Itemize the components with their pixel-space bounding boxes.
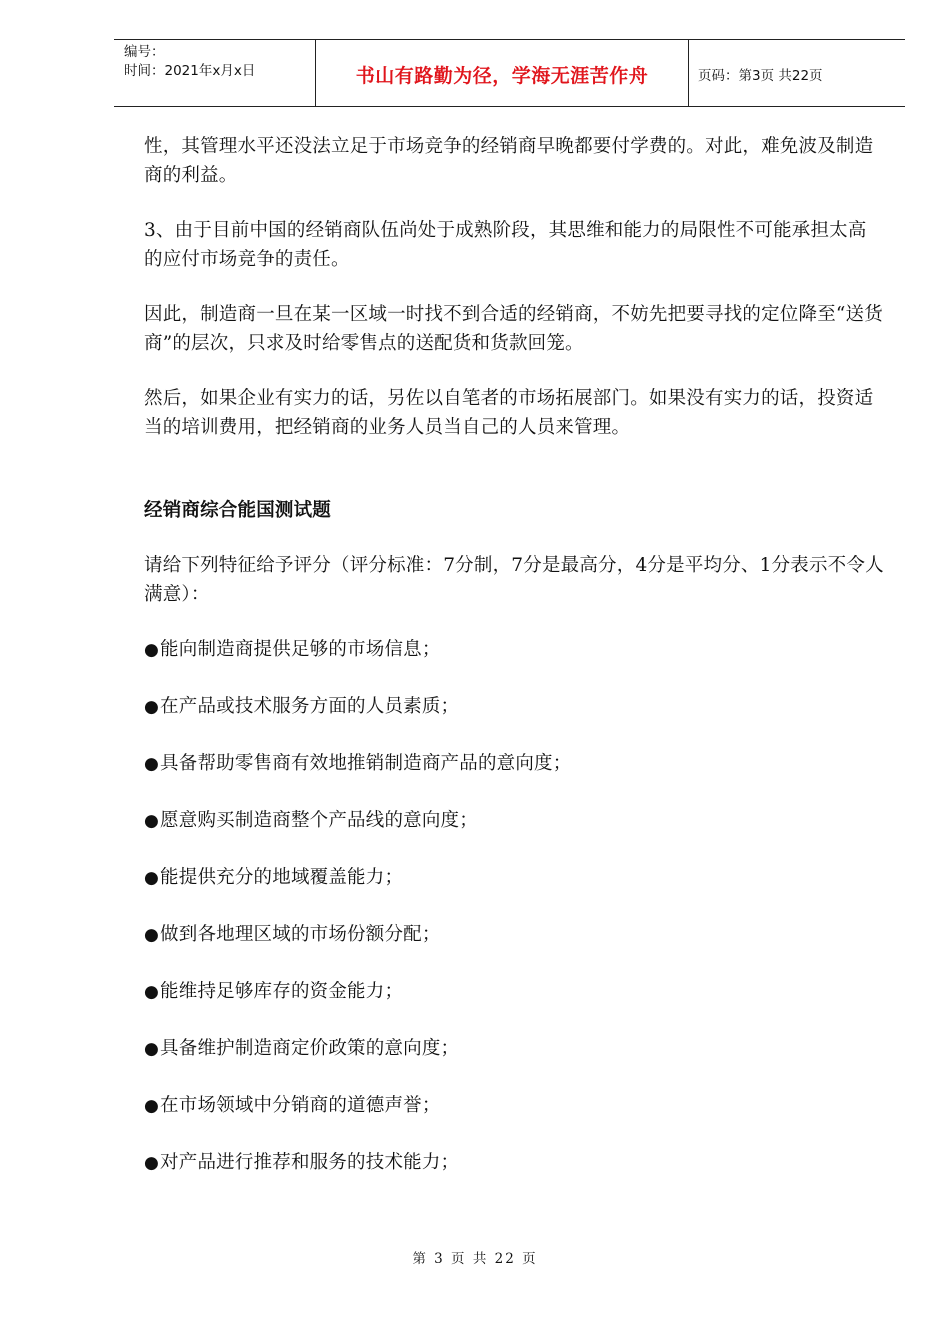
list-item: ●愿意购买制造商整个产品线的意向度； xyxy=(144,810,478,831)
bullet-icon: ● xyxy=(144,754,160,774)
section-title: 经销商综合能国测试题 xyxy=(144,500,332,521)
header-meta xyxy=(114,40,316,106)
list-item: ●能维持足够库存的资金能力； xyxy=(144,981,404,1002)
bullet-icon: ● xyxy=(144,868,160,888)
paragraph-3: 因此，制造商一旦在某一区域一时找不到合适的经销商，不妨先把要寻找的定位降至“送货商”的层次，只求及时给零售点的送配货和货款回笼。 xyxy=(144,304,883,354)
document-body xyxy=(144,132,884,1177)
list-item: ●能提供充分的地域覆盖能力； xyxy=(144,867,404,888)
header-motto: 书山有路勤为径，学海无涯苦作舟 xyxy=(316,40,689,106)
list-item: ●在产品或技术服务方面的人员素质； xyxy=(144,696,460,717)
list-item: ●具备帮助零售商有效地推销制造商产品的意向度； xyxy=(144,753,572,774)
criteria-list xyxy=(144,635,884,1177)
time-label: 时间：2021年x月x日 xyxy=(124,63,256,79)
paragraph-2: 3、由于目前中国的经销商队伍尚处于成熟阶段，其思维和能力的局限性不可能承担太高的应付市场竞争的责任。 xyxy=(144,220,867,270)
list-item: ●对产品进行推荐和服务的技术能力； xyxy=(144,1152,460,1173)
list-item: ●能向制造商提供足够的市场信息； xyxy=(144,639,441,660)
page-footer: 第 3 页 共 22 页 xyxy=(412,1251,538,1267)
bullet-icon: ● xyxy=(144,811,160,831)
paragraph-1: 性，其管理水平还没法立足于市场竞争的经销商早晚都要付学费的。对此，难免波及制造商的利益。 xyxy=(144,136,874,186)
bullet-icon: ● xyxy=(144,982,160,1002)
paragraph-4: 然后，如果企业有实力的话，另佐以自笔者的市场拓展部门。如果没有实力的话，投资适当的培训费用，把经销商的业务人员当自己的人员来管理。 xyxy=(144,388,874,438)
bullet-icon: ● xyxy=(144,1039,160,1059)
bullet-icon: ● xyxy=(144,1096,160,1116)
list-item: ●具备维护制造商定价政策的意向度； xyxy=(144,1038,460,1059)
number-label: 编号： xyxy=(124,44,165,60)
bullet-icon: ● xyxy=(144,697,160,717)
list-item: ●在市场领域中分销商的道德声誉； xyxy=(144,1095,441,1116)
header-page-info: 页码：第3页 共22页 xyxy=(698,68,823,84)
bullet-icon: ● xyxy=(144,1153,160,1173)
list-item: ●做到各地理区域的市场份额分配； xyxy=(144,924,441,945)
page-header xyxy=(114,39,905,107)
bullet-icon: ● xyxy=(144,925,160,945)
bullet-icon: ● xyxy=(144,640,160,660)
section-intro: 请给下列特征给予评分（评分标准：7分制，7分是最高分，4分是平均分、1分表示不令人满意）： xyxy=(144,555,884,605)
